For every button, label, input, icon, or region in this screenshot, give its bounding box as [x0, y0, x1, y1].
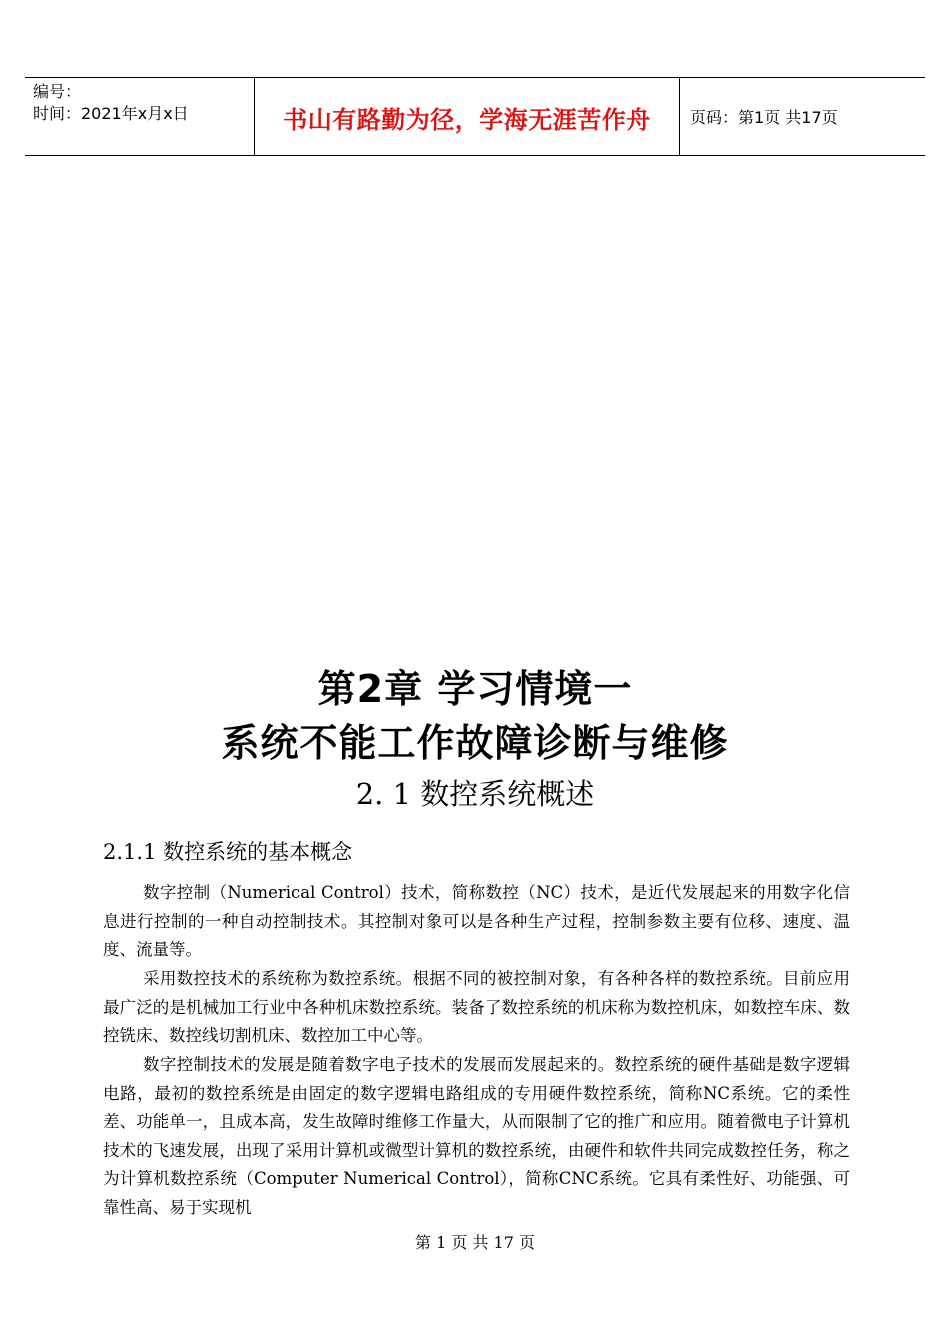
header-page-info: 页码：第1页 共17页	[690, 108, 838, 127]
header-divider-right	[679, 77, 680, 155]
chapter-subtitle: 系统不能工作故障诊断与维修	[221, 721, 729, 765]
chapter-title: 第2章 学习情境一	[317, 667, 633, 711]
header-top-rule	[25, 77, 925, 78]
section-title: 2. 1 数控系统概述	[355, 777, 595, 811]
header-motto: 书山有路勤为径，学海无涯苦作舟	[283, 106, 651, 134]
body-paragraph-1: 数字控制（Numerical Control）技术，简称数控（NC）技术，是近代发展起来的用数字化信息进行控制的一种自动控制技术。其控制对象可以是各种生产过程，控制参数主要有位移、速度、温度、流量等。	[103, 883, 850, 959]
page-footer: 第 1 页 共 17 页	[415, 1233, 535, 1252]
header-bottom-rule	[25, 155, 925, 156]
subsection-title: 2.1.1 数控系统的基本概念	[103, 840, 353, 864]
body-paragraph-2: 采用数控技术的系统称为数控系统。根据不同的被控制对象，有各种各样的数控系统。目前应用最广泛的是机械加工行业中各种机床数控系统。装备了数控系统的机床称为数控机床，如数控车床、数控铣床、数控线切割机床、数控加工中心等。	[103, 969, 850, 1045]
body-paragraph-3: 数字控制技术的发展是随着数字电子技术的发展而发展起来的。数控系统的硬件基础是数字逻辑电路，最初的数控系统是由固定的数字逻辑电路组成的专用硬件数控系统，简称NC系统。它的柔性差、功能单一，且成本高，发生故障时维修工作量大，从而限制了它的推广和应用。随着微电子计算机技术的飞速发展，出现了采用计算机或微型计算机的数控系统，由硬件和软件共同完成数控任务，称之为计算机数控系统（Computer Numerical Control），简称CNC系统。它具有柔性好、功能强、可靠性高、易于实现机	[103, 1055, 850, 1217]
document-time-label: 时间：2021年x月x日	[33, 104, 189, 123]
document-number-label: 编号：	[33, 82, 82, 101]
